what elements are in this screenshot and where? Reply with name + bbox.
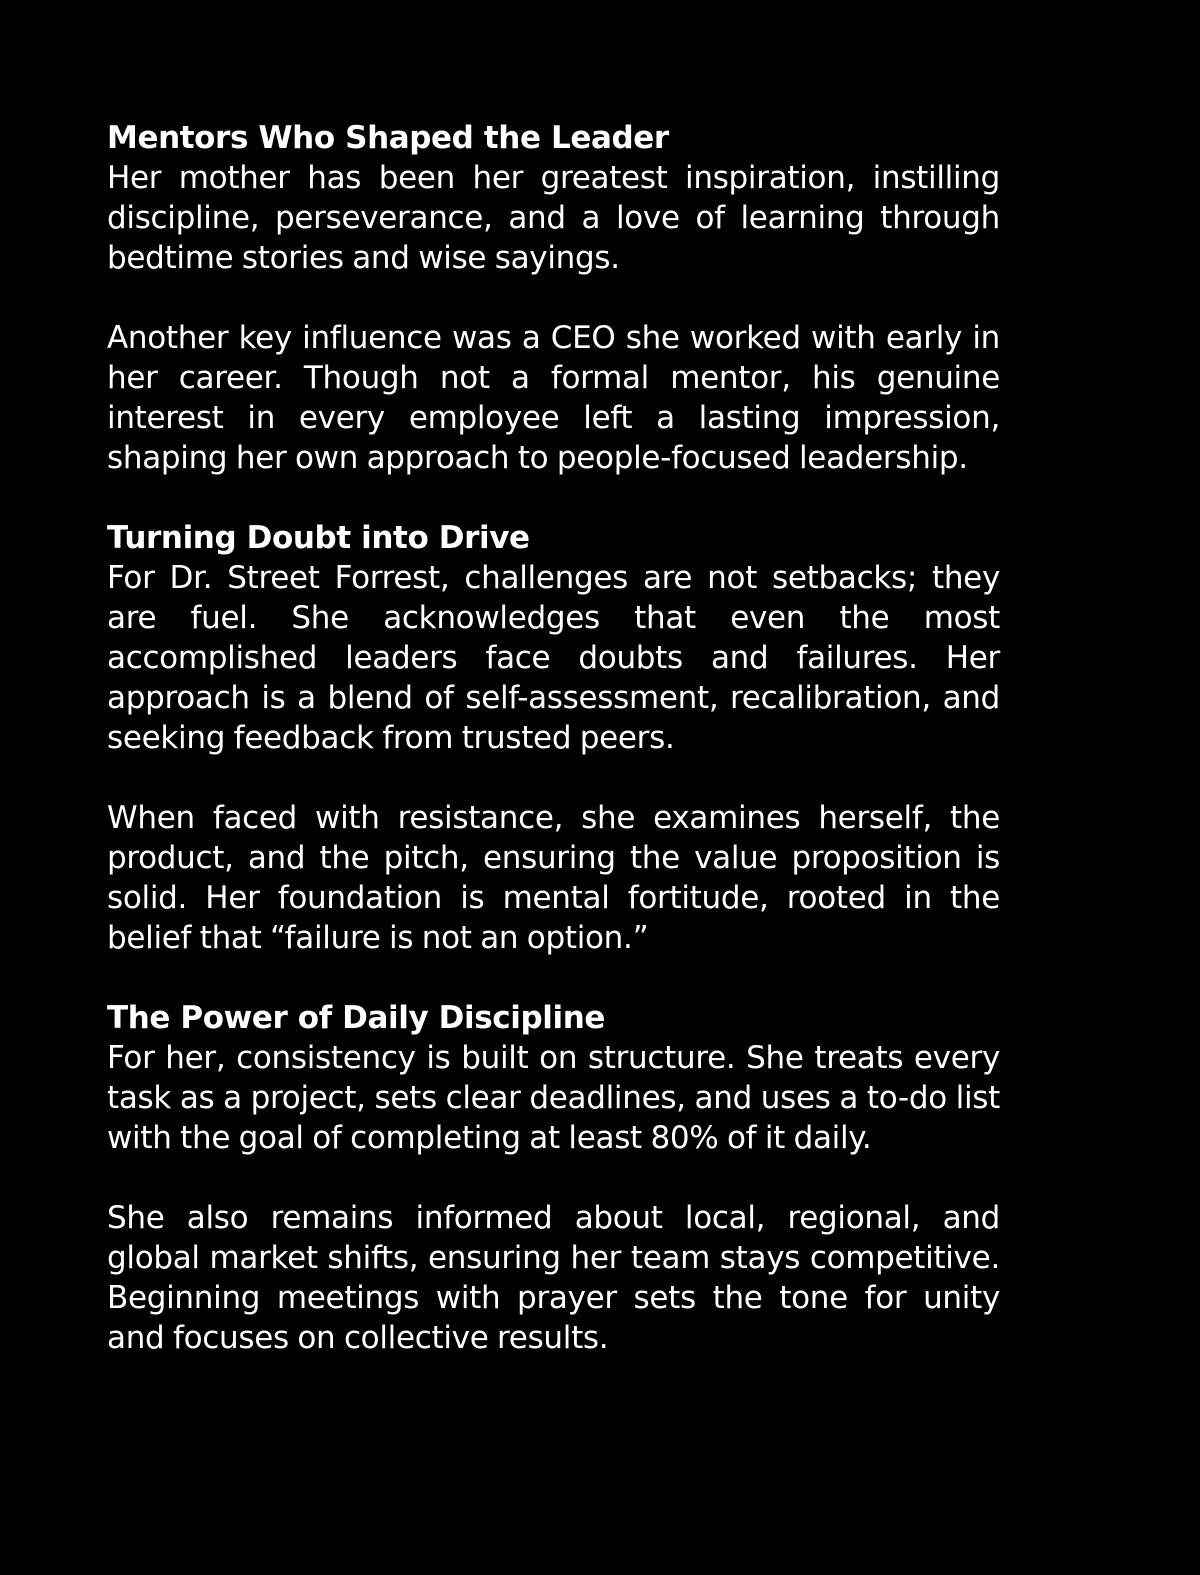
article-body <box>107 118 1000 1358</box>
paragraph-discipline-structure: For her, consistency is built on structure. She treats every task as a project, sets clear deadlines, and uses a to-do list with the goal of completing at least 80% of it daily. <box>107 1040 1000 1156</box>
section-heading-doubt: Turning Doubt into Drive <box>107 520 530 556</box>
section-spacer <box>107 958 1000 998</box>
paragraph-spacer <box>107 1158 1000 1198</box>
paragraph-doubt-challenges: For Dr. Street Forrest, challenges are not setbacks; they are fuel. She acknowledges that even the most accomplished leaders face doubts and failures. Her approach is a blend of self-assessment, recalibration, and seeking feedback from trusted peers. <box>107 560 1000 756</box>
paragraph-spacer <box>107 278 1000 318</box>
section-heading-discipline: The Power of Daily Discipline <box>107 1000 606 1036</box>
section-heading-mentors: Mentors Who Shaped the Leader <box>107 120 669 156</box>
paragraph-mentors-mother: Her mother has been her greatest inspiration, instilling discipline, perseverance, and a love of learning through bedtime stories and wise sayings. <box>107 160 1000 276</box>
section-spacer <box>107 478 1000 518</box>
paragraph-discipline-market: She also remains informed about local, regional, and global market shifts, ensuring her team stays competitive. Beginning meetings with prayer sets the tone for unity and focuses on collective results. <box>107 1200 1000 1356</box>
paragraph-doubt-resistance: When faced with resistance, she examines herself, the product, and the pitch, ensuring the value proposition is solid. Her foundation is mental fortitude, rooted in the belief that “failure is not an option.” <box>107 800 1000 956</box>
paragraph-spacer <box>107 758 1000 798</box>
paragraph-mentors-ceo: Another key influence was a CEO she worked with early in her career. Though not a formal mentor, his genuine interest in every employee left a lasting impression, shaping her own approach to people-focused leadership. <box>107 320 1000 476</box>
